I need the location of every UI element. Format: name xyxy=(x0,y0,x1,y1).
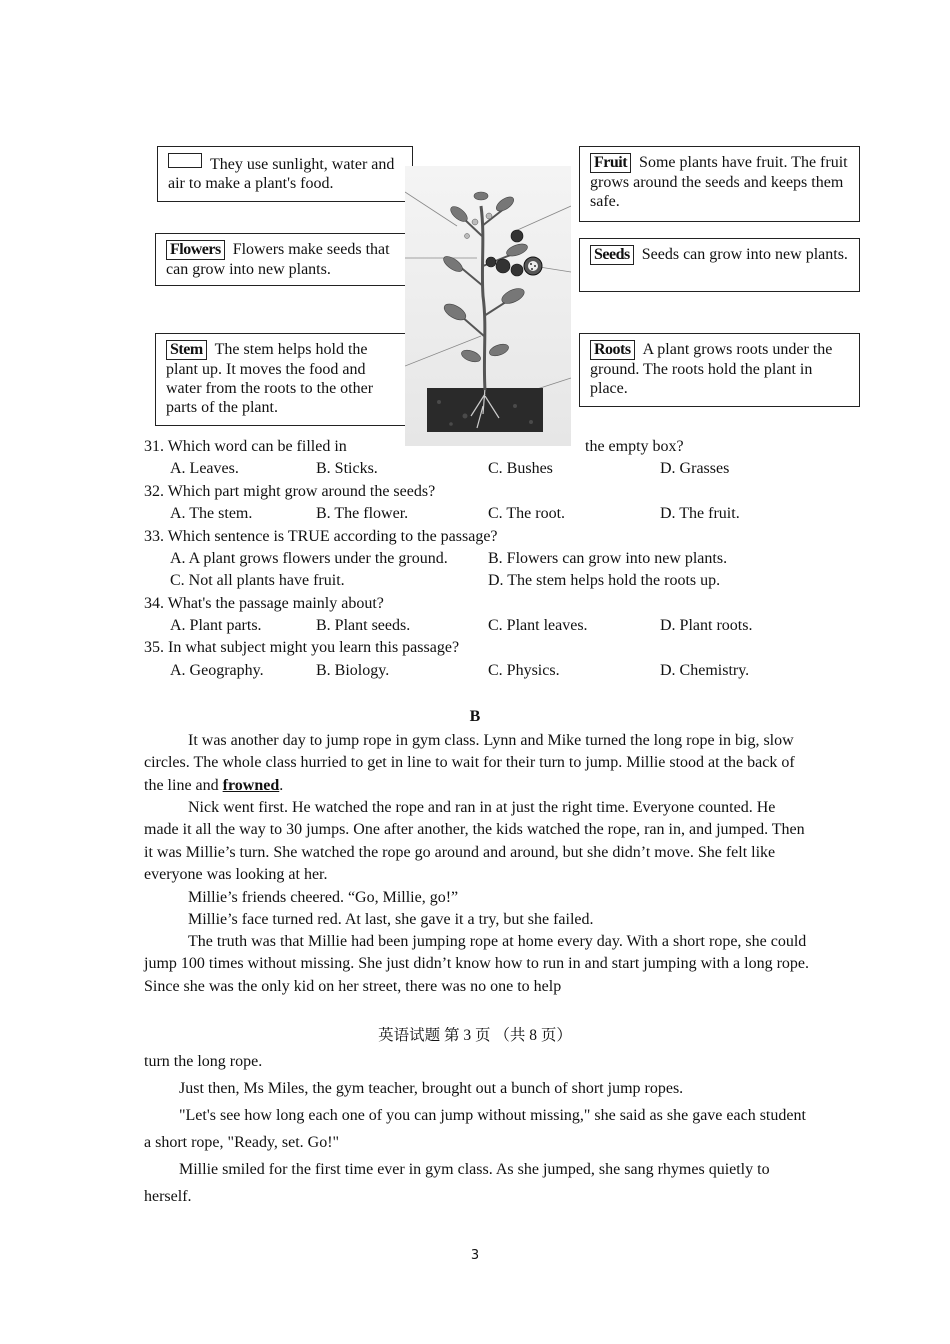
q33-option-b: B. Flowers can grow into new plants. xyxy=(488,550,728,567)
plant-illustration xyxy=(405,166,571,446)
q35-option-a: A. Geography. xyxy=(170,662,264,679)
passage-paragraph-5: The truth was that Millie had been jumping rope at home every day. With a short rope, she could jump 100 times without missing. She just didn’t know how to run in and start jumping with a long rope. Since she was the only kid on her street, there was no one to help xyxy=(144,933,810,995)
leaves-box-text: They use sunlight, water and air to make a plant's food. xyxy=(168,156,395,192)
q35-option-c: C. Physics. xyxy=(488,662,560,679)
page-footer: 英语试题 第 3 页 （共 8 页） xyxy=(378,1027,572,1044)
q31-option-b: B. Sticks. xyxy=(316,460,378,477)
underlined-word: frowned xyxy=(222,776,280,794)
question-33-stem: 33. Which sentence is TRUE according to the passage? xyxy=(144,528,498,545)
fruit-label: Fruit xyxy=(590,153,631,173)
q34-option-b: B. Plant seeds. xyxy=(316,617,411,634)
q34-option-c: C. Plant leaves. xyxy=(488,617,588,634)
question-34-stem: 34. What's the passage mainly about? xyxy=(144,595,384,612)
flowers-label: Flowers xyxy=(166,240,225,260)
section-b-title: B xyxy=(469,708,481,725)
roots-box xyxy=(579,333,860,407)
q32-option-a: A. The stem. xyxy=(170,505,253,522)
q31-option-d: D. Grasses xyxy=(660,460,730,477)
flowers-box-text: Flowers make seeds that can grow into new plants. xyxy=(166,241,390,278)
q34-option-a: A. Plant parts. xyxy=(170,617,262,634)
passage-paragraph-8: Millie smiled for the first time ever in gym class. As she jumped, she sang rhymes quietly to herself. xyxy=(144,1161,770,1205)
passage-paragraph-5-continued: turn the long rope. xyxy=(144,1053,263,1070)
stem-label: Stem xyxy=(166,340,207,360)
fruit-box xyxy=(579,146,860,222)
q32-option-c: C. The root. xyxy=(488,505,566,522)
passage-paragraph-4: Millie’s face turned red. At last, she gave it a try, but she failed. xyxy=(188,911,594,928)
q33-option-a: A. A plant grows flowers under the ground. xyxy=(170,550,448,567)
passage-paragraph-7: "Let's see how long each one of you can jump without missing," she said as she gave each student a short rope, "Ready, set. Go!" xyxy=(144,1107,806,1151)
seeds-box-text: Seeds can grow into new plants. xyxy=(641,246,848,263)
question-35-stem: 35. In what subject might you learn this passage? xyxy=(144,639,460,656)
q31-option-c: C. Bushes xyxy=(488,460,553,477)
empty-label-box xyxy=(168,153,202,168)
seeds-box xyxy=(579,238,860,292)
passage-paragraph-3: Millie’s friends cheered. “Go, Millie, go!” xyxy=(188,889,459,906)
page-number: 3 xyxy=(470,1248,480,1263)
q33-option-c: C. Not all plants have fruit. xyxy=(170,572,345,589)
roots-label: Roots xyxy=(590,340,635,360)
passage-paragraph-1: It was another day to jump rope in gym class. Lynn and Mike turned the long rope in big, slow circles. The whole class hurried to get in line to wait for their turn to jump. Millie stood at the back of the line and frowned. xyxy=(144,732,795,794)
q35-option-d: D. Chemistry. xyxy=(660,662,750,679)
question-32-stem: 32. Which part might grow around the seeds? xyxy=(144,483,436,500)
q35-option-b: B. Biology. xyxy=(316,662,390,679)
q32-option-b: B. The flower. xyxy=(316,505,409,522)
q32-option-d: D. The fruit. xyxy=(660,505,740,522)
flowers-box xyxy=(155,233,413,286)
q31-option-a: A. Leaves. xyxy=(170,460,239,477)
roots-box-text: A plant grows roots under the ground. The roots hold the plant in place. xyxy=(590,341,833,397)
passage-paragraph-6: Just then, Ms Miles, the gym teacher, brought out a bunch of short jump ropes. xyxy=(179,1080,684,1097)
fruit-box-text: Some plants have fruit. The fruit grows around the seeds and keeps them safe. xyxy=(590,154,848,210)
question-31-stem: 31. Which word can be filled in xyxy=(144,438,347,455)
stem-box-text: The stem helps hold the plant up. It moves the food and water from the roots to the other parts of the plant. xyxy=(166,341,374,416)
q33-option-d: D. The stem helps hold the roots up. xyxy=(488,572,721,589)
passage-paragraph-2: Nick went first. He watched the rope and ran in at just the right time. Everyone counted. He made it all the way to 30 jumps. One after another, the kids watched the rope, ran in, and jumped. Then it was Millie’s turn. She watched the rope go around and around, but she didn’t move. She felt like everyone was looking at her. xyxy=(144,799,805,884)
question-31-stem-end: the empty box? xyxy=(585,438,684,455)
leaves-box xyxy=(157,146,413,202)
q34-option-d: D. Plant roots. xyxy=(660,617,753,634)
seeds-label: Seeds xyxy=(590,245,634,265)
stem-box xyxy=(155,333,413,426)
